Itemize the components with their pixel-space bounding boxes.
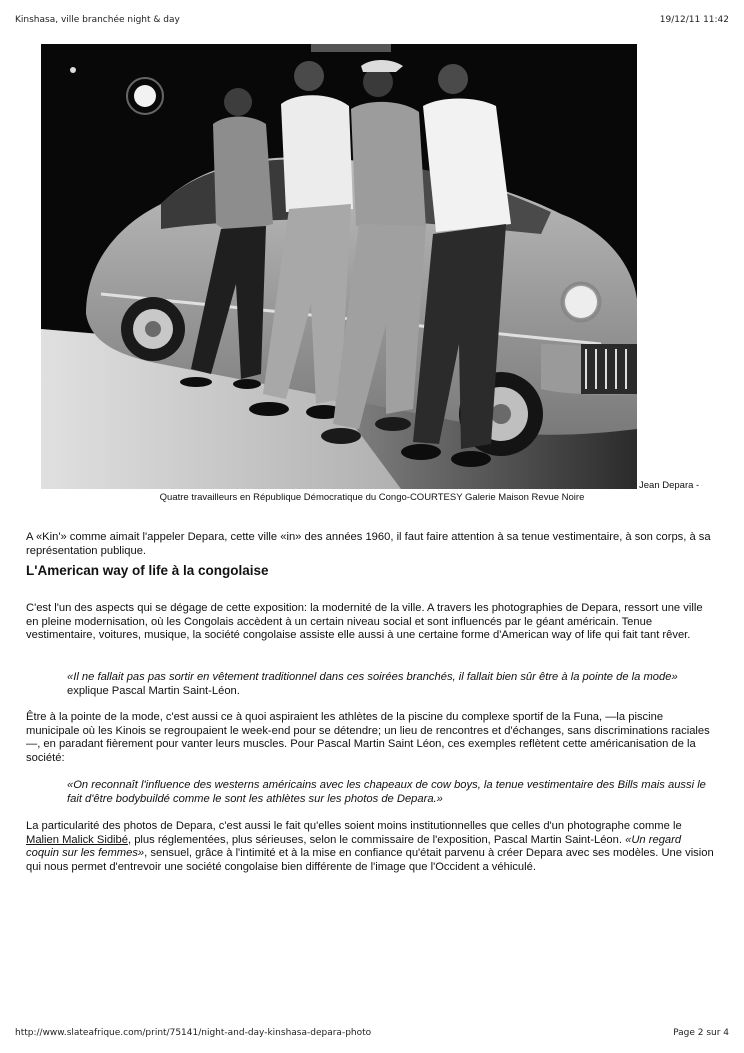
print-footer-page: Page 2 sur 4 [673, 1028, 729, 1038]
photo-caption: Quatre travailleurs en République Démocratique du Congo-COURTESY Galerie Maison Revue Noire [159, 492, 585, 503]
quote-1-text: «Il ne fallait pas pas sortir en vêtement traditionnel dans ces soirées branchés, il fallait bien sûr être à la pointe de la mode» [67, 671, 678, 684]
article-quote-1 [67, 671, 707, 698]
print-header-title: Kinshasa, ville branchée night & day [15, 15, 180, 25]
p3-before-link: La particularité des photos de Depara, c'est aussi le fait qu'elles soient moins institutionnelles que celles d'un photographe comme le [26, 820, 682, 833]
article-photo [41, 44, 637, 489]
photo-illustration [41, 44, 637, 489]
malick-sidibe-link[interactable]: Malien Malick Sidibé [26, 833, 128, 846]
p3-quote: «Un regard coquin sur les femmes» [26, 833, 682, 860]
section-title: L'American way of life à la congolaise [26, 563, 269, 578]
p3-after-link: , plus réglementées, plus sérieuses, selon le commissaire de l'exposition, Pascal Martin Saint-Léon. [127, 833, 626, 846]
p3-rest: , sensuel, grâce à l'intimité et à la mise en confiance qu'était parvenu à créer Depara avec ses modèles. Une vision qui nous permet d'entrevoir une société congolaise bien différente de l'image que l'Occident a véhiculé. [26, 847, 714, 873]
photo-caption-tail: Jean Depara - [639, 480, 700, 491]
article-paragraph-2: Être à la pointe de la mode, c'est aussi ce à quoi aspiraient les athlètes de la piscine du complexe sportif de la Funa, —la piscine municipale où les Kinois se regroupaient le week-end pour se détendre; un lieu de rencontres et d'échanges, sans discriminations raciales—, en paradant fièrement pour vanter leurs muscles. Pour Pascal Martin Saint Léon, ces exemples reflètent cette américanisation de la société: [26, 711, 710, 764]
article-quote-2: «On reconnaît l'influence des westerns américains avec les chapeaux de cow boys, la tenue vestimentaire des Bills mais aussi le fait d'être bodybuildé comme le sont les athlètes sur les photos de Depara.» [67, 779, 706, 805]
quote-1-attribution: explique Pascal Martin Saint-Léon. [67, 684, 240, 697]
print-footer [15, 1028, 729, 1038]
print-footer-url: http://www.slateafrique.com/print/75141/night-and-day-kinshasa-depara-photo [15, 1028, 372, 1038]
print-header-datetime: 19/12/11 11:42 [659, 15, 729, 25]
print-header [15, 15, 729, 25]
article-paragraph-1: C'est l'un des aspects qui se dégage de cette exposition: la modernité de la ville. A travers les photographies de Depara, ressort une ville en pleine modernisation, où les Congolais accèdent à un certain niveau social et sont influencés par le géant américain. Tenue vestimentaire, voitures, musique, la société congolaise assiste elle aussi à une certaine forme d'American way of life qui fait tant rêver. [26, 602, 703, 642]
article-intro: A «Kin'» comme aimait l'appeler Depara, cette ville «in» des années 1960, il faut faire attention à sa tenue vestimentaire, à son corps, à sa représentation publique. [26, 531, 711, 557]
article-paragraph-3 [26, 820, 716, 874]
